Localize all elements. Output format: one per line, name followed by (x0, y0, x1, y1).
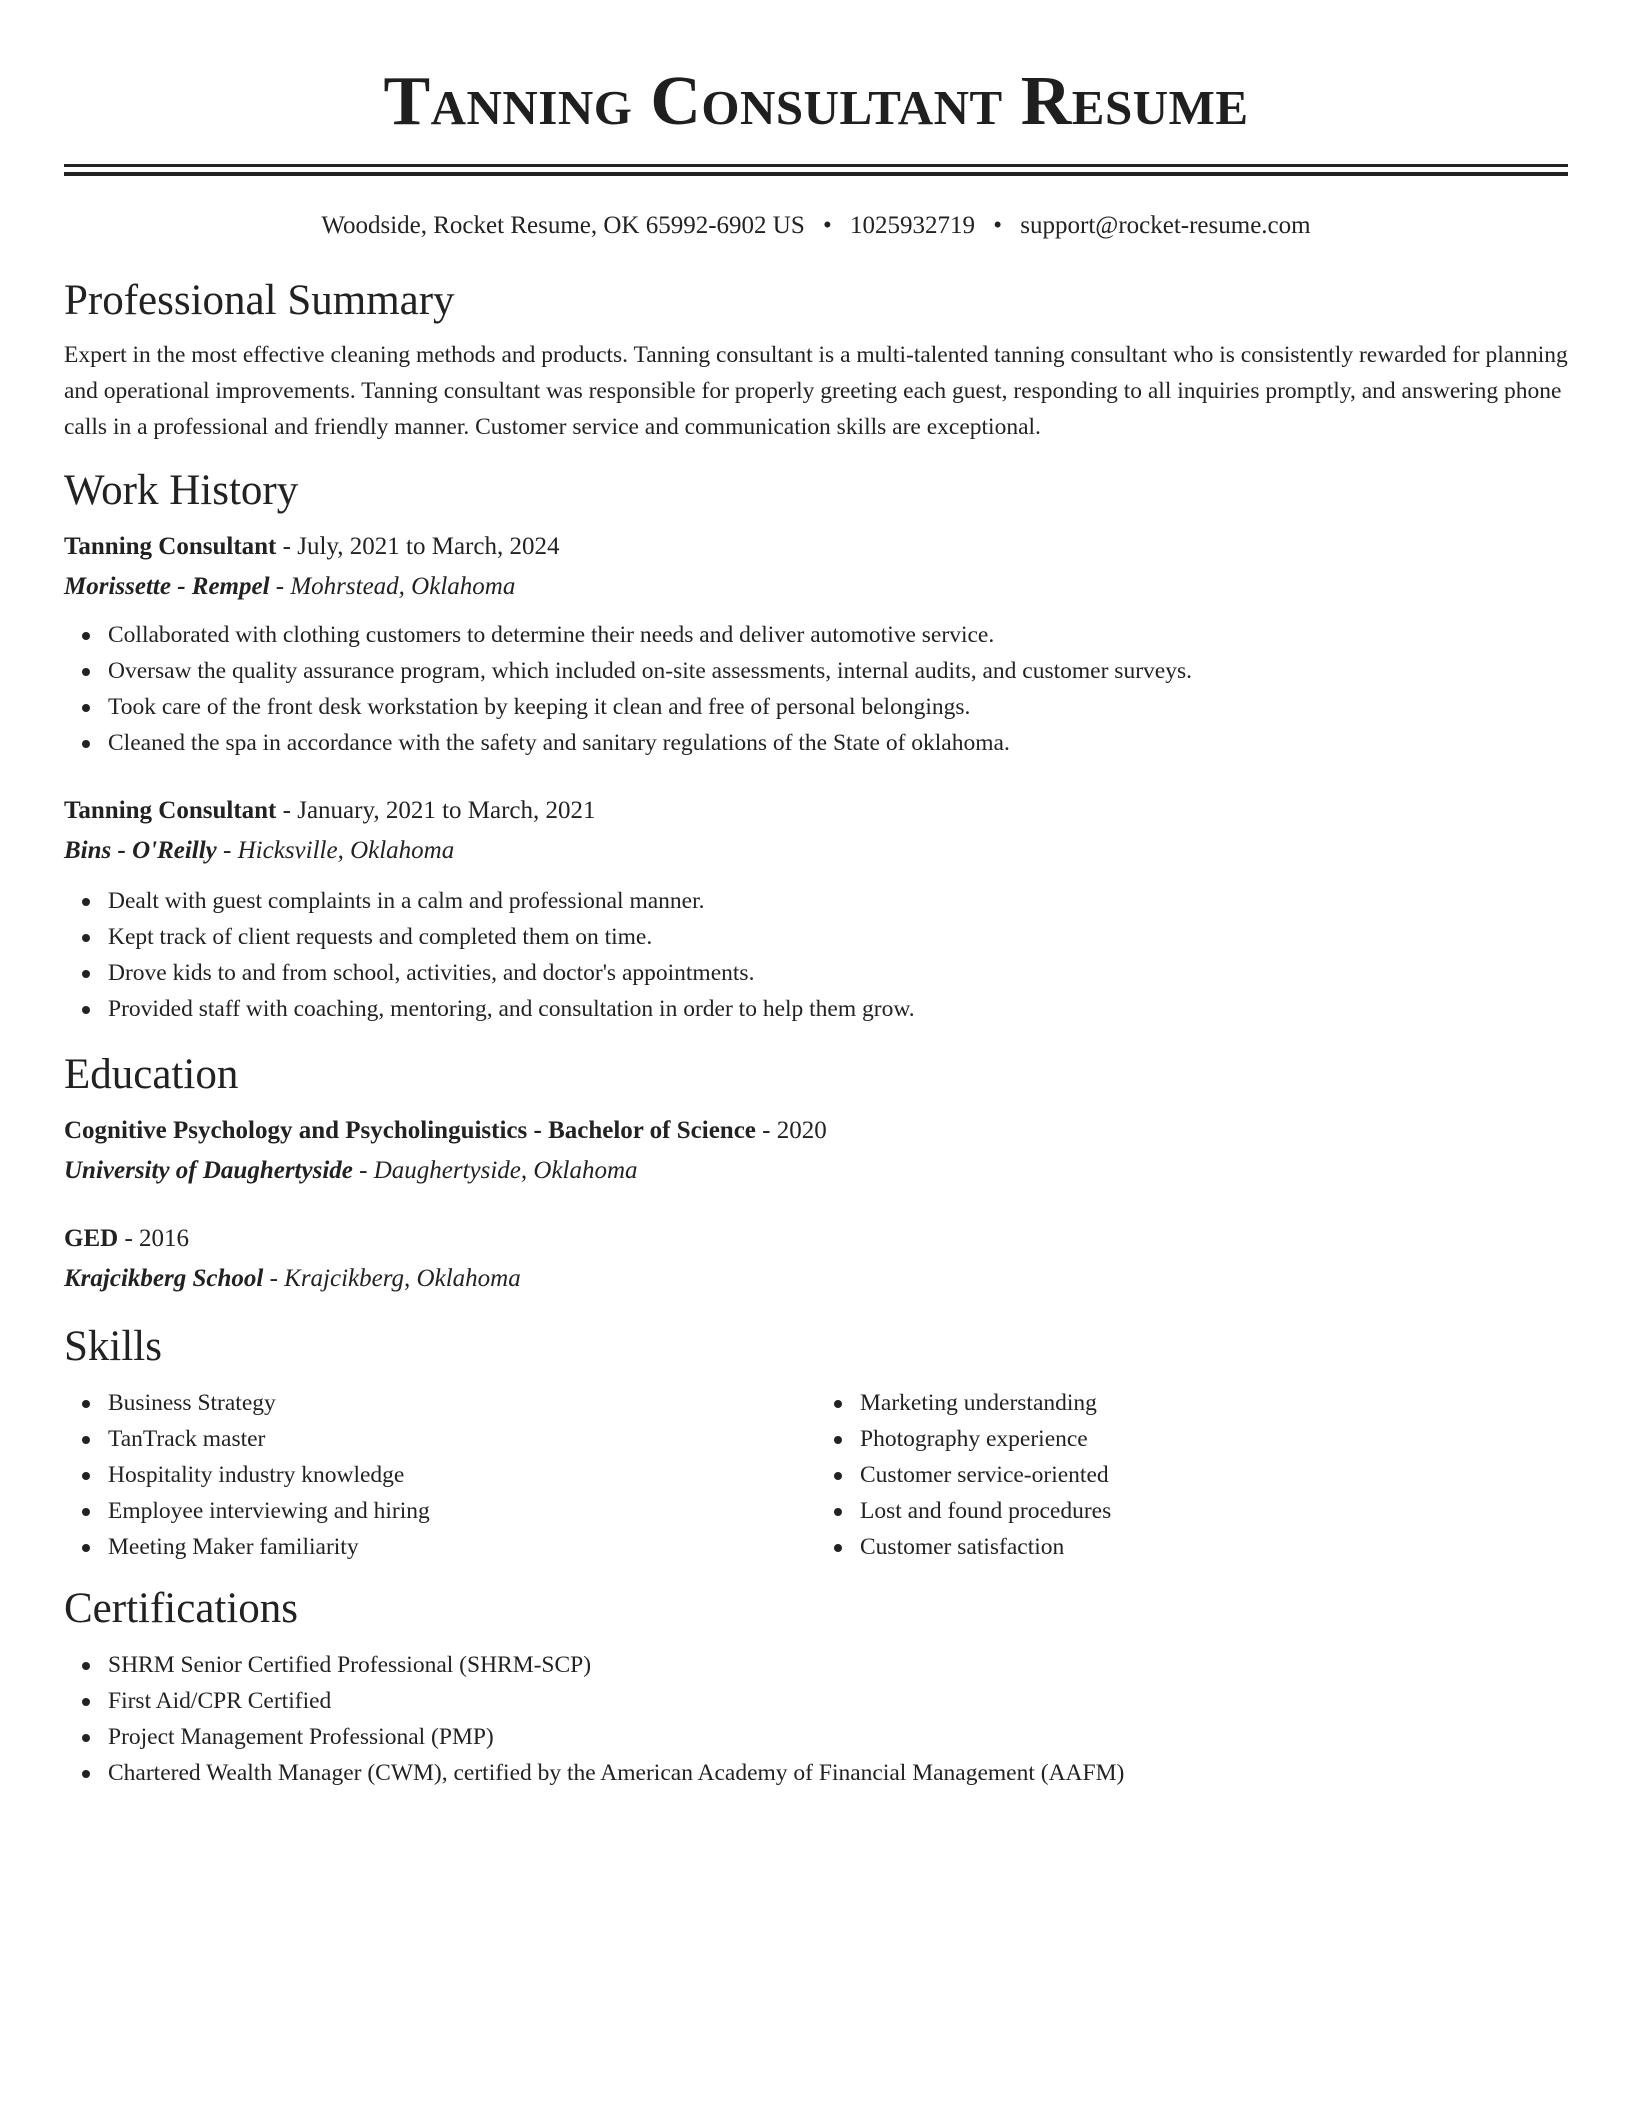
education-entry (64, 1111, 1568, 1191)
list-item: Kept track of client requests and completed them on time. (108, 919, 1568, 955)
education-location: - Daughertyside, Oklahoma (352, 1157, 638, 1184)
job-entry (64, 791, 1568, 1027)
certification-item: Project Management Professional (PMP) (108, 1719, 1568, 1755)
skill-item: Customer satisfaction (860, 1529, 1568, 1565)
education-school: University of Daughertyside (64, 1157, 353, 1184)
skill-item: Meeting Maker familiarity (108, 1529, 816, 1565)
work-history-heading: Work History (64, 467, 299, 514)
skill-item: Marketing understanding (860, 1385, 1568, 1421)
skills-list-right (816, 1385, 1568, 1565)
contact-line (64, 209, 1568, 243)
list-item: Collaborated with clothing customers to determine their needs and deliver automotive service. (108, 617, 1568, 653)
skill-item: Customer service-oriented (860, 1457, 1568, 1493)
title-double-rule (64, 164, 1568, 176)
certification-item: Chartered Wealth Manager (CWM), certified by the American Academy of Financial Management (AAFM) (108, 1755, 1568, 1791)
list-item: Drove kids to and from school, activities, and doctor's appointments. (108, 955, 1568, 991)
skill-item: Lost and found procedures (860, 1493, 1568, 1529)
summary-text: Expert in the most effective cleaning methods and products. Tanning consultant is a multi-talented tanning consultant who is consistently rewarded for planning and operational improvements. Tanning consultant was responsible for properly greeting each guest, responding to all inquiries promptly, and answering phone calls in a professional and friendly manner. Customer service and communication skills are exceptional. (64, 342, 1568, 440)
job-company-line (64, 831, 1568, 871)
education-entry (64, 1219, 1568, 1299)
contact-separator: • (823, 212, 832, 239)
education-school: Krajcikberg School (64, 1265, 264, 1292)
contact-email: support@rocket-resume.com (1020, 212, 1311, 239)
education-degree: Cognitive Psychology and Psycholinguistics - Bachelor of Science (64, 1117, 756, 1144)
job-duties (64, 617, 1568, 761)
contact-separator: • (993, 212, 1003, 239)
job-dates: - July, 2021 to March, 2024 (276, 533, 560, 560)
job-title: Tanning Consultant (64, 797, 277, 824)
skills-list-left (64, 1385, 816, 1565)
contact-phone: 1025932719 (850, 212, 976, 239)
job-company-line (64, 567, 1568, 607)
job-company: Morissette - Rempel (64, 573, 270, 600)
skill-item: Business Strategy (108, 1385, 816, 1421)
skill-item: Employee interviewing and hiring (108, 1493, 816, 1529)
job-duties (64, 883, 1568, 1027)
job-entry (64, 527, 1568, 761)
education-degree-line (64, 1219, 1568, 1259)
list-item: Provided staff with coaching, mentoring, and consultation in order to help them grow. (108, 991, 1568, 1027)
job-location: - Hicksville, Oklahoma (216, 837, 455, 864)
list-item: Oversaw the quality assurance program, which included on-site assessments, internal audits, and customer surveys. (108, 653, 1568, 689)
job-title: Tanning Consultant (64, 533, 277, 560)
list-item: Took care of the front desk workstation by keeping it clean and free of personal belongings. (108, 689, 1568, 725)
skill-item: Hospitality industry knowledge (108, 1457, 816, 1493)
job-company: Bins - O'Reilly (64, 837, 217, 864)
education-heading: Education (64, 1051, 239, 1098)
certifications-heading: Certifications (64, 1585, 299, 1632)
job-title-line (64, 527, 1568, 567)
certification-item: First Aid/CPR Certified (108, 1683, 1568, 1719)
skill-item: TanTrack master (108, 1421, 816, 1457)
education-year: - 2020 (755, 1117, 827, 1144)
skills-grid (64, 1385, 1568, 1565)
contact-address: Woodside, Rocket Resume, OK 65992-6902 US (321, 212, 805, 239)
list-item: Cleaned the spa in accordance with the safety and sanitary regulations of the State of oklahoma. (108, 725, 1568, 761)
education-degree: GED (64, 1225, 119, 1252)
education-year: - 2016 (118, 1225, 190, 1252)
job-title-line (64, 791, 1568, 831)
job-dates: - January, 2021 to March, 2021 (276, 797, 596, 824)
education-degree-line (64, 1111, 1568, 1151)
summary-heading: Professional Summary (64, 277, 455, 324)
certifications-list (64, 1647, 1568, 1791)
resume-title: Tanning Consultant Resume (383, 63, 1249, 140)
education-school-line (64, 1259, 1568, 1299)
skills-heading: Skills (64, 1323, 162, 1370)
education-location: - Krajcikberg, Oklahoma (263, 1265, 521, 1292)
skill-item: Photography experience (860, 1421, 1568, 1457)
job-location: - Mohrstead, Oklahoma (269, 573, 516, 600)
education-school-line (64, 1151, 1568, 1191)
certification-item: SHRM Senior Certified Professional (SHRM-SCP) (108, 1647, 1568, 1683)
list-item: Dealt with guest complaints in a calm and professional manner. (108, 883, 1568, 919)
